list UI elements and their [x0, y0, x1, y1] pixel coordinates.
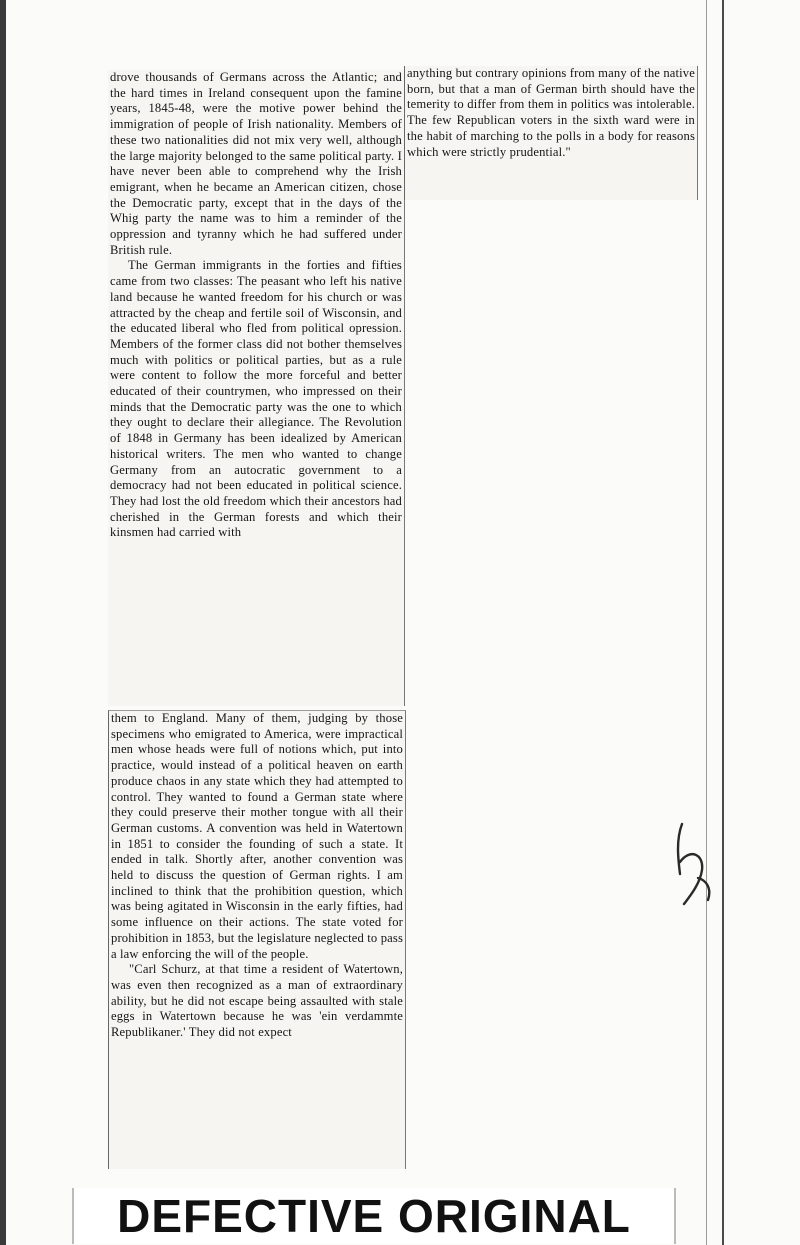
- paragraph: The German immigrants in the forties and fifties came from two classes: The peasant who left his native land because he wanted freedom for his church or was attracted by the cheap and fertile soil of Wisconsin, and the educated liberal who fled from political opression. Members of the former class did not bother themselves much with politics or political parties, but as a rule were content to follow the more forceful and better educated of their countrymen, who impressed on their minds that the Democratic party was the one to which they ought to declare their allegiance. The Revolution of 1848 in Germany has been idealized by American historical writers. The men who wanted to change Germany from an autocratic government to a democracy had not been educated in political science. They had lost the old freedom which their ancestors had cherished in the German forests and which their kinsmen had carried with: [110, 258, 402, 540]
- handwritten-mark: [668, 818, 718, 908]
- clipping-column-left-lower: [108, 710, 406, 1169]
- paragraph: anything but contrary opinions from many of the native born, but that a man of German birth should have the temerity to differ from them in politics was intolerable. The few Republican voters in the sixth ward were in the habit of marching to the polls in a body for reasons which were strictly prudential.": [407, 66, 695, 159]
- scan-border-left: [0, 0, 6, 1245]
- scan-border-right: [722, 0, 724, 1245]
- clipping-column-right: [404, 66, 698, 200]
- defective-original-stamp: [72, 1188, 676, 1244]
- paragraph: "Carl Schurz, at that time a resident of Watertown, was even then recognized as a man of extraordinary ability, but he did not escape being assaulted with stale eggs in Watertown because he was 'ein verdammte Republikaner.' They did not expect: [111, 962, 403, 1040]
- scan-fold-line: [706, 0, 707, 1245]
- stamp-label: DEFECTIVE ORIGINAL: [117, 1190, 631, 1242]
- paragraph: drove thousands of Germans across the Atlantic; and the hard times in Ireland consequent upon the famine years, 1845-48, were the motive power behind the immigration of people of Irish nationality. Members of these two nationalities did not mix very well, although the large majority belonged to the same political party. I have never been able to comprehend why the Irish emigrant, when he became an American citizen, chose the Democratic party, except that in the days of the Whig party the name was to him a reminder of the oppression and tyranny which he had suffered under British rule.: [110, 70, 402, 257]
- clipping-column-left-upper: [108, 70, 405, 706]
- paragraph: them to England. Many of them, judging by those specimens who emigrated to America, were impractical men whose heads were full of notions which, put into practice, would instead of a political heaven on earth produce chaos in any state which they had attempted to control. They wanted to found a German state where they could preserve their mother tongue with all their German customs. A convention was held in Watertown in 1851 to consider the founding of such a state. It ended in talk. Shortly after, another convention was held to discuss the question of German rights. I am inclined to think that the prohibition question, which was being agitated in Wisconsin in the early fifties, had some influence on their actions. The state voted for prohibition in 1853, but the legislature neglected to pass a law enforcing the will of the people.: [111, 711, 403, 961]
